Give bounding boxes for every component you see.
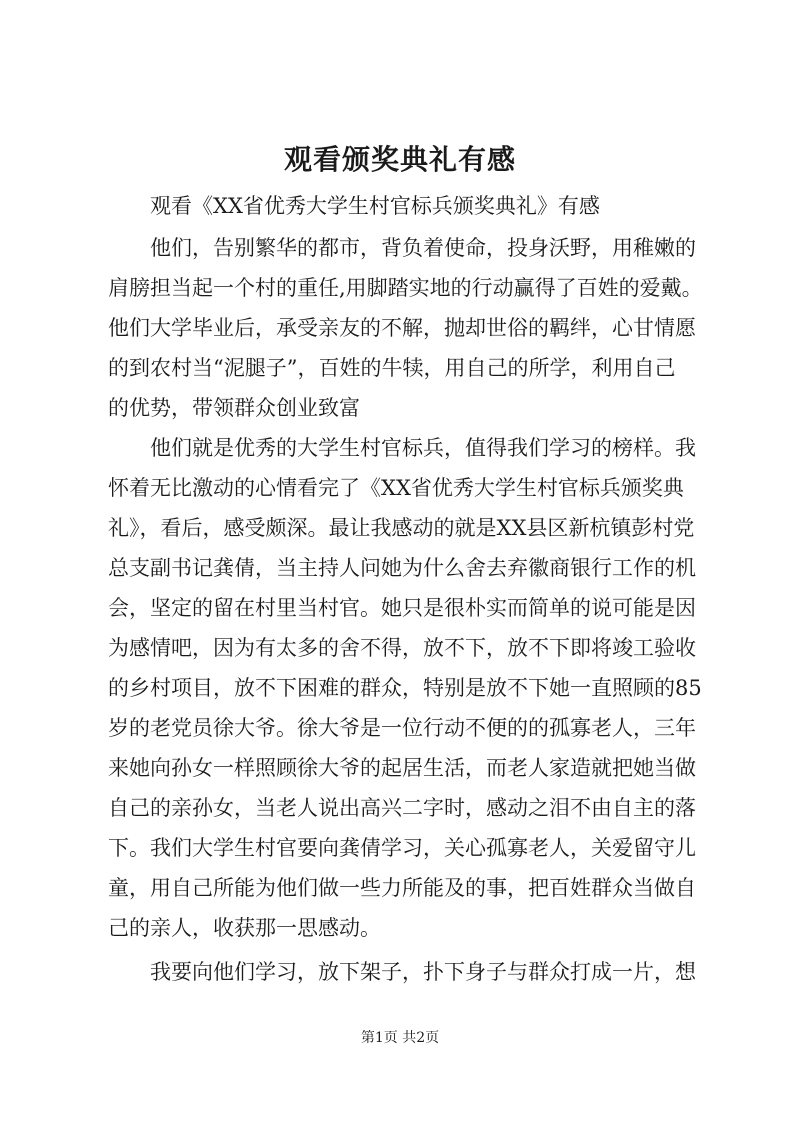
text-line: 为感情吧，因为有太多的舍不得，放不下，放不下即将竣工验收 <box>108 636 696 660</box>
text-line: 下。我们大学生村官要向龚倩学习，关心孤寡老人，关爱留守儿 <box>108 836 696 860</box>
text-line: 的优势，带领群众创业致富 <box>108 396 360 420</box>
text-line: 他们大学毕业后，承受亲友的不解，抛却世俗的羁绊，心甘情愿 <box>108 316 696 340</box>
text-line: 他们就是优秀的大学生村官标兵，值得我们学习的榜样。我 <box>150 436 696 460</box>
text-line: 岁的老党员徐大爷。徐大爷是一位行动不便的的孤寡老人，三年 <box>108 716 696 740</box>
text-line: 怀着无比激动的心情看完了《XX省优秀大学生村官标兵颁奖典 <box>108 476 684 500</box>
document-title: 观看颁奖典礼有感 <box>283 143 516 176</box>
text-line: 会，坚定的留在村里当村官。她只是很朴实而简单的说可能是因 <box>108 596 696 620</box>
text-line: 礼》，看后，感受颇深。最让我感动的就是XX县区新杭镇彭村党 <box>108 516 695 540</box>
text-line: 己的亲人，收获那一思感动。 <box>108 916 381 940</box>
document-subtitle: 观看《XX省优秀大学生村官标兵颁奖典礼》有感 <box>150 194 600 218</box>
text-line: 的到农村当“泥腿子”，百姓的牛犊，用自己的所学，利用自己 <box>108 356 676 380</box>
text-line: 的乡村项目，放不下困难的群众，特别是放不下她一直照顾的85 <box>108 676 702 700</box>
text-line: 自己的亲孙女，当老人说出高兴二字时，感动之泪不由自主的落 <box>108 796 696 820</box>
page-footer: 第1页 共2页 <box>360 1030 440 1046</box>
text-line: 来她向孙女一样照顾徐大爷的起居生活，而老人家造就把她当做 <box>108 756 696 780</box>
text-line: 童，用自己所能为他们做一些力所能及的事，把百姓群众当做自 <box>108 876 696 900</box>
text-line: 他们，告别繁华的都市，背负着使命，投身沃野，用稚嫩的 <box>150 236 696 260</box>
text-line: 肩膀担当起一个村的重任,用脚踏实地的行动赢得了百姓的爱戴。 <box>108 276 703 300</box>
text-line: 总支副书记龚倩，当主持人问她为什么舍去弃徽商银行工作的机 <box>108 556 696 580</box>
text-line: 我要向他们学习，放下架子，扑下身子与群众打成一片，想 <box>150 960 696 984</box>
